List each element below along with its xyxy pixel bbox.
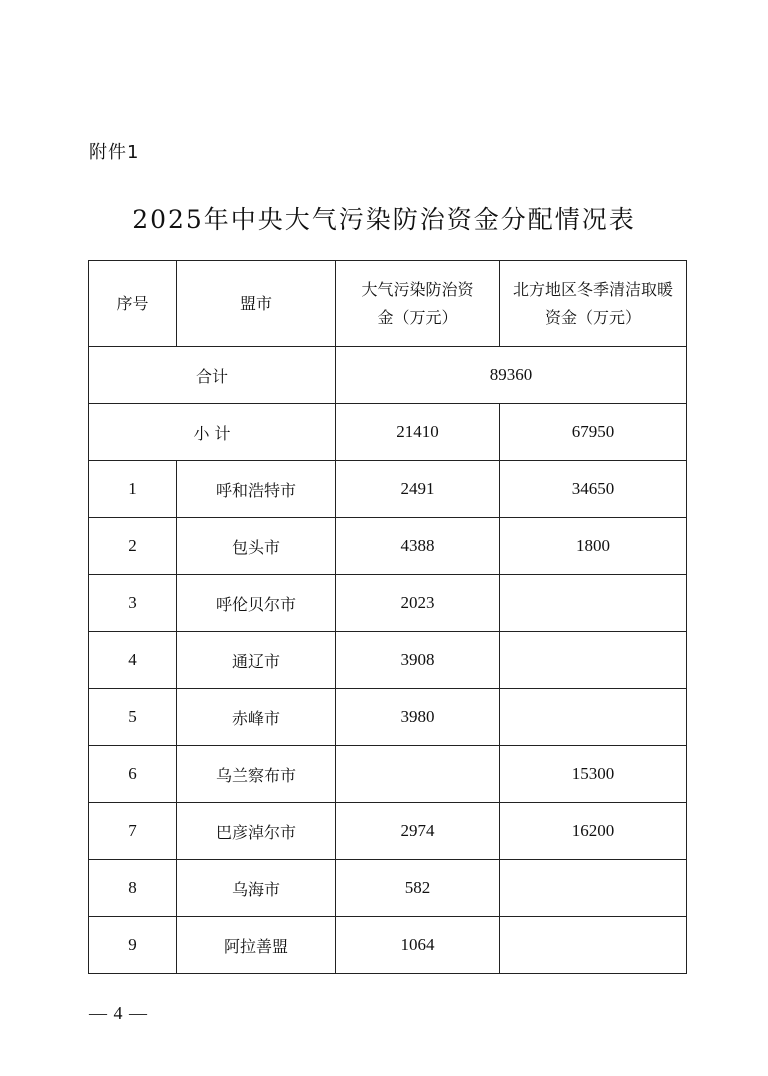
allocation-table — [88, 260, 687, 974]
total-row — [89, 347, 687, 404]
row-heating-fund — [500, 632, 687, 689]
table-row — [89, 803, 687, 860]
row-air-fund: 3908 — [336, 632, 500, 689]
row-city: 乌兰察布市 — [177, 746, 336, 803]
document-title: 2025年中央大气污染防治资金分配情况表 — [132, 205, 636, 234]
total-label: 合计 — [89, 347, 336, 404]
row-heating-fund: 15300 — [500, 746, 687, 803]
row-index: 5 — [89, 689, 177, 746]
row-air-fund: 4388 — [336, 518, 500, 575]
subtotal-heating: 67950 — [500, 404, 687, 461]
row-heating-fund — [500, 575, 687, 632]
row-index: 8 — [89, 860, 177, 917]
row-air-fund: 582 — [336, 860, 500, 917]
row-city: 巴彦淖尔市 — [177, 803, 336, 860]
row-index: 1 — [89, 461, 177, 518]
table-row — [89, 746, 687, 803]
row-air-fund — [336, 746, 500, 803]
subtotal-row — [89, 404, 687, 461]
total-value: 89360 — [336, 347, 687, 404]
table-row — [89, 860, 687, 917]
header-heating-fund: 北方地区冬季清洁取暖资金（万元） — [500, 261, 687, 347]
row-index: 7 — [89, 803, 177, 860]
header-air-fund: 大气污染防治资金（万元） — [336, 261, 500, 347]
row-heating-fund: 34650 — [500, 461, 687, 518]
row-city: 包头市 — [177, 518, 336, 575]
header-index: 序号 — [89, 261, 177, 347]
row-index: 3 — [89, 575, 177, 632]
table-row — [89, 575, 687, 632]
table-row — [89, 518, 687, 575]
row-air-fund: 2491 — [336, 461, 500, 518]
row-air-fund: 1064 — [336, 917, 500, 974]
row-index: 4 — [89, 632, 177, 689]
row-air-fund: 2974 — [336, 803, 500, 860]
row-heating-fund — [500, 860, 687, 917]
row-city: 呼伦贝尔市 — [177, 575, 336, 632]
row-city: 呼和浩特市 — [177, 461, 336, 518]
row-heating-fund: 1800 — [500, 518, 687, 575]
row-city: 赤峰市 — [177, 689, 336, 746]
table-row — [89, 461, 687, 518]
row-air-fund: 3980 — [336, 689, 500, 746]
table-row — [89, 689, 687, 746]
row-city: 通辽市 — [177, 632, 336, 689]
header-city: 盟市 — [177, 261, 336, 347]
row-heating-fund — [500, 689, 687, 746]
row-city: 阿拉善盟 — [177, 917, 336, 974]
row-heating-fund — [500, 917, 687, 974]
subtotal-label: 小 计 — [89, 404, 336, 461]
table-row — [89, 632, 687, 689]
subtotal-air: 21410 — [336, 404, 500, 461]
row-index: 2 — [89, 518, 177, 575]
page-number: — 4 — — [89, 1003, 148, 1023]
row-index: 6 — [89, 746, 177, 803]
row-heating-fund: 16200 — [500, 803, 687, 860]
table-row — [89, 917, 687, 974]
header-row — [89, 261, 687, 347]
row-index: 9 — [89, 917, 177, 974]
row-city: 乌海市 — [177, 860, 336, 917]
row-air-fund: 2023 — [336, 575, 500, 632]
attachment-label: 附件1 — [89, 142, 140, 163]
